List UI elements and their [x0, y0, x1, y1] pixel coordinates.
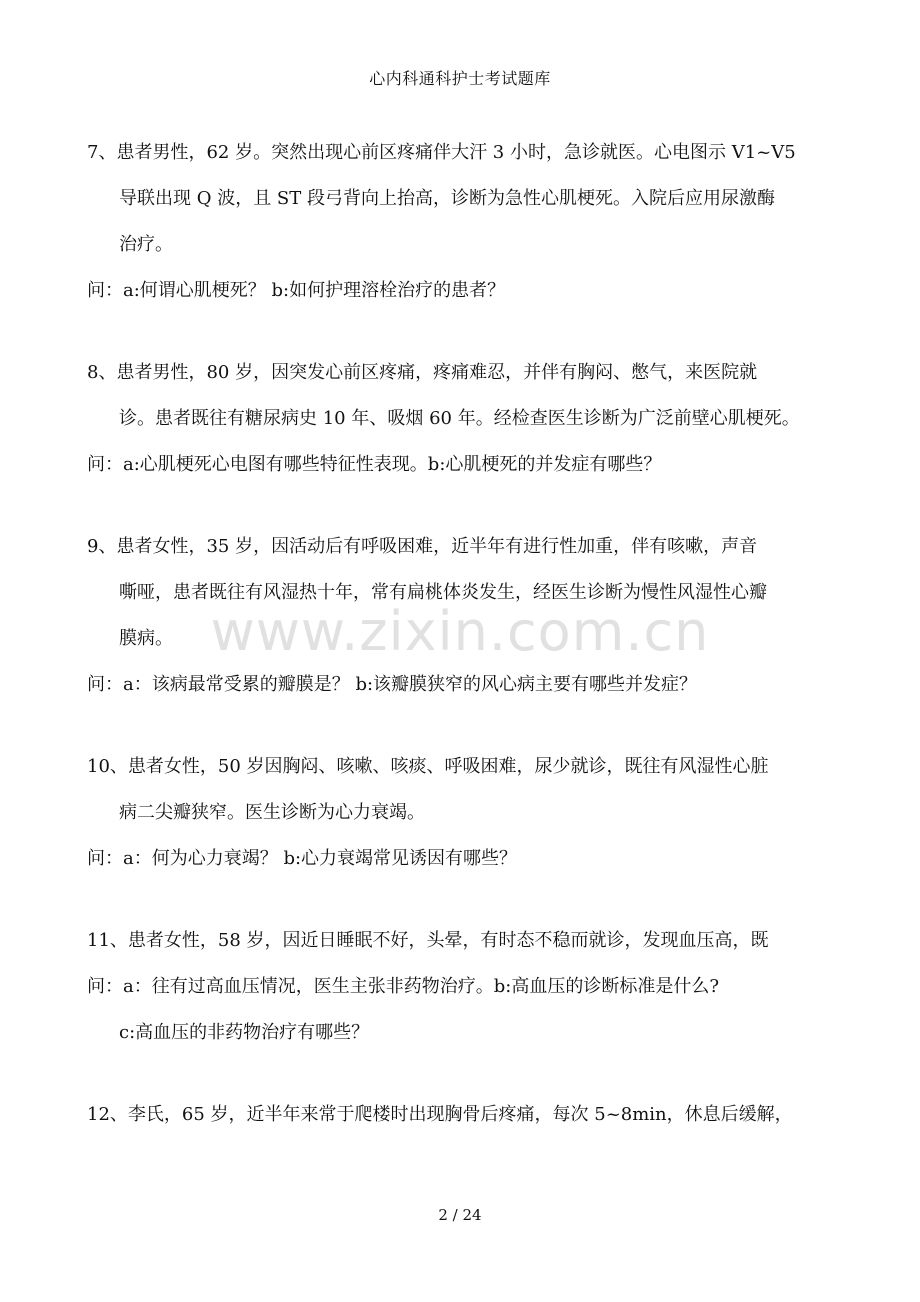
question-9 [87, 524, 847, 708]
question-line: 9、患者女性，35 岁，因活动后有呼吸困难，近半年有进行性加重，伴有咳嗽，声音 [87, 536, 758, 557]
spacer [87, 314, 847, 350]
question-8 [87, 350, 847, 488]
document-body [87, 130, 847, 1138]
question-line: 10、患者女性，50 岁因胸闷、咳嗽、咳痰、呼吸困难，尿少就诊，既往有风湿性心脏 [87, 756, 769, 777]
question-line: 7、患者男性，62 岁。突然出现心前区疼痛伴大汗 3 小时，急诊就医。心电图示 V1~V5 [87, 142, 796, 163]
question-line: 膜病。 [119, 628, 173, 649]
question-line: c:高血压的非药物治疗有哪些？ [119, 1022, 370, 1043]
question-line: 病二尖瓣狭窄。医生诊断为心力衰竭。 [119, 802, 425, 823]
page-number: 2 / 24 [438, 1206, 482, 1224]
spacer [87, 708, 847, 744]
question-ask: 问：a:心肌梗死心电图有哪些特征性表现。b:心肌梗死的并发症有哪些？ [87, 454, 662, 475]
question-12 [87, 1092, 847, 1138]
question-10 [87, 744, 847, 882]
question-7 [87, 130, 847, 314]
spacer [87, 488, 847, 524]
page-header-title: 心内科通科护士考试题库 [369, 69, 551, 88]
question-ask: 问：a：该病最常受累的瓣膜是？ b:该瓣膜狭窄的风心病主要有哪些并发症？ [87, 674, 698, 695]
question-ask: 问：a：何为心力衰竭？ b:心力衰竭常见诱因有哪些？ [87, 848, 518, 869]
question-line: 治疗。 [119, 234, 173, 255]
watermark: www.zixin.com.cn [210, 600, 710, 663]
question-line: 12、李氏，65 岁，近半年来常于爬楼时出现胸骨后疼痛，每次 5~8min，休息后缓解， [87, 1104, 793, 1125]
spacer [87, 1056, 847, 1092]
question-ask: 问：a:何谓心肌梗死？ b:如何护理溶栓治疗的患者？ [87, 280, 506, 301]
question-line: 导联出现 Q 波，且 ST 段弓背向上抬高，诊断为急性心肌梗死。入院后应用尿激酶 [119, 188, 775, 209]
spacer [87, 882, 847, 918]
question-line: 11、患者女性，58 岁，因近日睡眠不好，头晕，有时态不稳而就诊，发现血压高，既 [87, 930, 769, 951]
question-line: 诊。患者既往有糖尿病史 10 年、吸烟 60 年。经检查医生诊断为广泛前壁心肌梗死。 [119, 408, 800, 429]
question-line: 8、患者男性，80 岁，因突发心前区疼痛，疼痛难忍，并伴有胸闷、憋气，来医院就 [87, 362, 758, 383]
question-line: 嘶哑，患者既往有风湿热十年，常有扁桃体炎发生，经医生诊断为慢性风湿性心瓣 [119, 582, 767, 603]
question-11 [87, 918, 847, 1056]
question-line: 问：a：往有过高血压情况，医生主张非药物治疗。b:高血压的诊断标准是什么? [87, 976, 719, 997]
